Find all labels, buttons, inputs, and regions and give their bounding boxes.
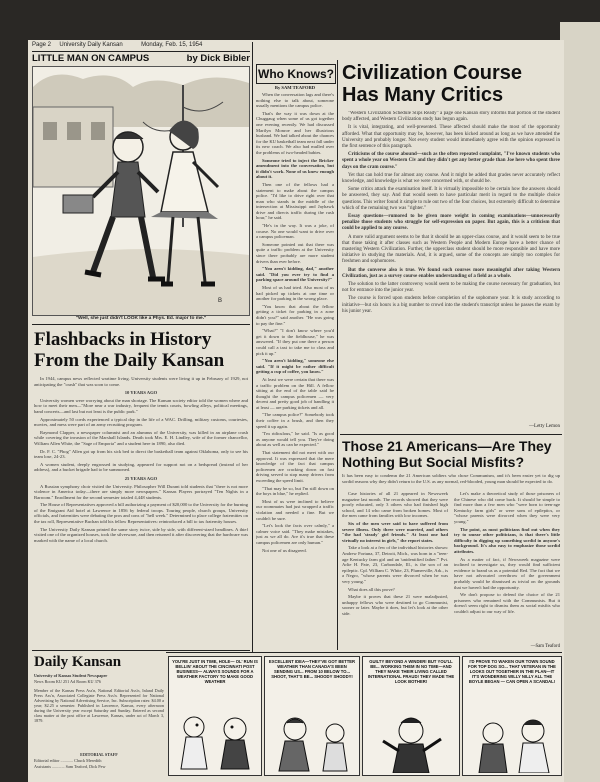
cartoon-title: LITTLE MAN ON CAMPUS xyxy=(32,53,150,64)
flashbacks-sub-25-years: 25 YEARS AGO xyxy=(124,475,158,481)
next-page-edge xyxy=(560,22,600,782)
cartoon-caption: "Well, she just didn't LOOK like a Phys. Ed. major to me." xyxy=(75,316,207,321)
cartoon-drawing xyxy=(32,66,250,316)
flashbacks-intro: In 1944, campus news reflected wartime living. University students were living it up in February of 1929, not anticipating the "crash" that was soon to come. xyxy=(34,376,248,387)
whoknows-paragraph: Someone pointed out that there was quite a traffic problem at the University since there probably are more student drivers than ever before. xyxy=(256,241,334,264)
whoknows-paragraph: Most of us had tried. Also most of us had picked up tickets at one time or another for parking in the wrong place. xyxy=(256,285,334,302)
masthead-sub: University of Kansas Student Newspaper xyxy=(34,673,108,678)
masthead-body: Member of the Kansas Press Ass'n, National Editorial Ass'n, Inland Daily Press Ass'n, Associated Collegiate Press Ass'n. Represented for National Advertising by National Advertising Service, Inc. Subscription rates: $4.00 a year; $2.25 a semester. Published in Lawrence, Kansas, every afternoon during the University year except Saturday and Sunday. Entered as second class matter at the post office at Lawrence, Kansas, under act of March 3, 1879. xyxy=(34,688,164,723)
twentyone-signature: —Sam Teaford xyxy=(530,644,560,649)
twentyone-paragraph: Maybe it proves that these 21 were maladjusted, unhappy fellows who were destined to go Communist, sooner or later. Maybe it does, but let's look at the other side. xyxy=(342,594,448,616)
whoknows-paragraph: "The campus police?" Somebody took their coffee in a brush, and then they speed it up again. xyxy=(256,412,334,429)
article-rule xyxy=(340,434,562,435)
flashbacks-paragraph: Dr. F. C. "Phog" Allen got up from his sick bed to direct the basketball team against Oklahoma, only to see his team lose, 24-23. xyxy=(34,448,248,460)
twentyone-headline: Those 21 Americans—Are They Nothing But Social Misfits? xyxy=(342,438,552,470)
civ-paragraph: "Western Civilization Schedule Slips Ready" a page one Kansan story informs that portion of the student body affected, and Western Civilization study has begun again. xyxy=(342,111,560,123)
whoknows-paragraph: That statement did not meet with our approval. It was expressed that the mere knowledge of the fact that campus policemen are cracking down on fast driving served to stop many drivers from exceeding the speed limit. xyxy=(256,450,334,483)
civ-paragraph: But the converse also is true. We found such courses more meaningful after taking Western Civilization, just as a survey course enables understanding of a field as a whole. xyxy=(342,267,560,279)
twentyone-paragraph: Take a look at a few of the individual histories shown: Andrew Fortuna, 37, Detroit, Mich., was born in a "teen-age Kentucky farm girl and an 'unidentified father.'" Pvt. Arlie H. Pate, 23, Carbondale, Ill., is the son of an epileptic. Cpl. William C. White, 23, Plumerville, Ark., is a Negro, "whose parents were divorced when he was very young." xyxy=(342,545,448,584)
whoknows-paragraph: When the conversation lags and there's nothing else to talk about, someone usually mentions the campus police. xyxy=(256,92,334,109)
twentyone-col-left xyxy=(342,491,448,651)
issue-date: Monday, Feb. 15, 1954 xyxy=(141,42,203,48)
comic-bubble: I'D PROVE TO WAKEN OUR TOWN SOUND FOR TOP DOG SO... THAT VETERAN IN THE LOOKS OUT TOGETHER IN THE PLAN—IT IT'S WONDERING WILLY NILLY ALL THE BOYLE BEGAN — CAN OPEN A SCANDAL! xyxy=(468,659,556,684)
twentyone-paragraph: As a matter of fact, if Newsweek magazine were inclined to investigate us, they would find sufficient evidence to brand us as a potential Red. The fact that we have not advocated overthrow of the government probably would be dismissed as trivial on the grounds that we haven't had the opportunity. xyxy=(454,556,560,590)
civ-paragraph: The solution to the latter controversy would seem to be making the course necessary for graduation, but not for entrance into the junior year. xyxy=(342,282,560,294)
staff-line: Editorial editor ............ Chuck Meredith xyxy=(34,758,102,763)
comic-panel-2 xyxy=(264,656,360,776)
flashbacks-paragraph: The House of Representatives approved a bill authorizing a payment of $20,000 to the University for the burning of the Emigrant Aid hotel at Lawrence in 1856 by federal troops. Touring people, church groups, University officials, and fraternities were debating the pros and cons of "hell week." Determined to place college fraternities on the tax roll, Representative Buchan told his fellow Representatives: reintroduced a bill to tax fraternity houses. xyxy=(34,502,248,525)
flashbacks-paragraph: University women were worrying about the man shortage. The Kansan society editor told the women where and how to meet their men—"More near a war industry, frequent the tennis courts, bowling alleys, political meetings, band concerts—and last but not least is the public park." xyxy=(34,397,248,414)
paper-name: University Daily Kansan xyxy=(59,42,123,48)
twentyone-lede: It has been easy to condemn the 21 American soldiers who chose Communism, and it's been easier yet to dig up sordid reasons why they didn't return to the U.S. as any normal, red-blooded, young man should be expected to do. xyxy=(342,473,560,484)
whoknows-paragraph: "What?" "I don't know where you'd get it down to the fieldhouse," he was answered. "If they put one there a person could call a taxi to take me to class and pick it up." xyxy=(256,328,334,356)
whoknows-paragraph: "He's in the way. It was a joke, of course. No one would want to drive over a campus policeman. xyxy=(256,223,334,240)
flashbacks-paragraph: A women student, deeply engrossed in studying, appeared for support not on a bedspread (instead of her address), and a bucket brigade had to be summoned. xyxy=(34,461,248,473)
whoknows-paragraph: Not one of us disagreed. xyxy=(262,547,307,553)
whoknows-paragraph: "I'm ridiculous," he said. "Is as good as anyone would tell you. They're doing about as well as can be expected." xyxy=(256,431,334,448)
whoknows-paragraph: "You aren't kidding," someone else said. "If it might be rather difficult getting a cup of coffee, you know." xyxy=(256,358,334,375)
whoknows-paragraph: "That may be so, but I'm still down on the boys in blue," he replied. xyxy=(256,485,334,497)
whoknows-paragraph: Then one of the fellows had a statement to make about the campus police. "I'd like to drive right over that man who stands in the middle of the intersection at Mississippi and Jayhawk drive and directs traffic during the rush hour," he said. xyxy=(256,181,334,221)
civ-article xyxy=(342,111,560,421)
newspaper-page xyxy=(28,40,564,782)
whoknows-paragraph: That's the way it was down at the Chuggaug when some of us got together one evening recently. We had discussed Marilyn Monroe and her illustrious husband. We had talked about the chances for the KU basketball team next fall under its new coach. We also had mulled over the problems of two-headed babies. xyxy=(256,110,334,155)
comic-figures xyxy=(169,707,261,773)
comic-figures xyxy=(463,711,561,773)
whoknows-paragraph: Someone tried to inject the Bricker amendment into the conversation, but it didn't work. None of us knew enough about it. xyxy=(256,157,334,180)
cartoon-title-bar xyxy=(32,54,250,64)
page-header xyxy=(32,42,252,48)
flashbacks-paragraph: A Russian symphony choir visited the University. Philosopher Will Durant told students that "there is not more violence in America today—there are simply more newspapers." Kansas Players portrayed "Ten Nights in a Barroom." Enrollment for the second semester totaled 4,448 students. xyxy=(34,483,248,500)
masthead-phones: News Room KU 251 Ad Room KU 376 xyxy=(34,679,101,684)
staff-title: EDITORIAL STAFF xyxy=(80,752,118,757)
twentyone-paragraph: We don't propose to defend the choice of the 21 prisoners who remained with the Communists. But it doesn't seem right to dismiss them as social misfits who couldn't adjust to our way of life. xyxy=(454,592,560,614)
masthead-rule xyxy=(32,650,250,651)
civ-paragraph: A more valid argument seems to be that it should be an upper-class course, and it would seem to be true that those taking it after classes such as Western People and Modern Europe have a better chance of mastering Western Civilization. Further, the upperclass student should be more responsible and have more initiative in studying the materials. And, it is argued, some of the concepts are simply too complex for freshmen and sophomores. xyxy=(342,234,560,265)
comic-bubble: YOU'RE JUST IN TIME, HOLE— OL' RUN IS BELLIN' ABOUT THE CINCINNATI POST BUSINESS— ALWAYS SOUNDS FOR A WEATHER FACTORY TO MAKE GOOD WEATHER xyxy=(172,659,258,684)
masthead-flag: Daily Kansan xyxy=(34,654,122,670)
civ-paragraph: Essay questions—rumored to be given more weight in coming examinations—unnecessarily penalize those students who struggle for self-expression on paper. But again, this is a criticism that could be applied to any course. xyxy=(342,214,560,232)
comic-bubble: EXCELLENT IDEA—THEY'VE GOT BETTER WEATHER THAN CANADA'S BEEN SENDING US... FROM 10 BELOW TO... SHOOT, THAT'S BE... SHOODY SHODDY! xyxy=(268,659,356,679)
svg-text:B: B xyxy=(218,298,223,304)
staff-line: Assistants ............ Sam Teaford, Dick Pew xyxy=(34,764,106,769)
twentyone-paragraph: What does all this prove? xyxy=(348,586,395,592)
flashbacks-headline: Flashbacks in History From the Daily Kansan xyxy=(34,329,225,371)
page-number: Page 2 xyxy=(32,42,52,48)
cartoon-rule xyxy=(32,324,250,325)
whoknows-paragraph: Most of us were inclined to believe our roommates had just wrapped a traffic violation and needed a fine. But we couldn't be sure. xyxy=(256,498,334,521)
civ-headline: Civilization Course Has Many Critics xyxy=(342,62,523,106)
flashbacks-paragraph: Approximately 50 coeds experienced a typical day in the life of a WAC. Drilling, military customs, courtesies, movies, and mess were part of an army recruiting program. xyxy=(34,416,248,428)
whoknows-byline: By SAM TEAFORD xyxy=(274,85,316,90)
whoknows-paragraph: At least we were certain that there was a traffic problem on the Hill. A fellow sitting at the end of the table said he thought the campus policemen — very decent and pretty good job of handling it at least — are parking tickets and all. xyxy=(256,376,334,410)
cartoon-byline: by Dick Bibler xyxy=(186,53,250,64)
whoknows-paragraph: "You know that about the fellow getting a ticket for parking in a zone didn't you?" said another. "He was going to pay the fine." xyxy=(256,303,334,326)
column-rule xyxy=(337,60,338,650)
civ-paragraph: Some critics attack the examination itself. It is virtually impossible to be certain how the answers should be answered, they say. And that would seem to have particular merit in regard to the multiple choice questions. This writer found it simple to rule out two of the four choices, but extremely difficult to determine which of the remaining two was "righter." xyxy=(342,187,560,211)
twentyone-paragraph: Let's make a theoretical study of those prisoners of the Chinese who did come back. It should be simple to find more than a few men who "were born to teen-age Kentucky farm girls" or were sons of epileptics, or "whose parents were divorced when they were very young." xyxy=(454,491,560,524)
twentyone-paragraph: Case histories of all 21 appeared in Newsweek magazine last month. The records showed that they were poorly educated, only 3 others who had finished high school, and 14 who came from broken homes. Most of the men came from families with low incomes. xyxy=(342,491,448,519)
comic-panel-4 xyxy=(462,656,562,776)
whoknows-paragraph: "Let's look the facts over calmly," a calmer voice said. "They make mistakes, just as we all do. Are it's true that these campus policemen are only human." xyxy=(256,523,334,545)
comic-bubble: GUILTY BEYOND A WINDER! BUT YOU'LL BE... WORKING THEM IN NO TIME—AND THEY MAKE THEIR LIVING CALLED INTERNATIONAL FRAUD! THEY MADE THE LOOK BOTHER! xyxy=(367,659,455,684)
civ-paragraph: Criticisms of the course abound—such as the often repeated complaint, "I've known students who spent a whole year on Western Civ and they didn't get any better grade than Joe here who spent three days on the cram course." xyxy=(342,152,560,170)
twentyone-col-right xyxy=(454,491,560,643)
flashbacks-article xyxy=(34,376,248,648)
whoknows-paragraph: "You aren't kidding, dad," another said. "Did you ever try to find a parking space around the University?" xyxy=(256,266,334,283)
flashbacks-paragraph: The University Daily Kansan printed the same story twice, side by side, with different-sized headlines. A thief visited one of the organized houses, took the silverware, and then returned it after discovering that the hardware was marked with the name of a local church. xyxy=(34,526,248,543)
civ-paragraph: The course is forced upon students before completion of the sophomore year. It is study according to initiative—but six hours is a big number to crowd into the student's transcript unless he passes the exam by his junior year. xyxy=(342,296,560,314)
flashbacks-sub-10-years: 10 YEARS AGO xyxy=(124,390,158,396)
comic-figures xyxy=(363,711,459,773)
whoknows-headline: Who Knows? xyxy=(256,64,336,84)
civ-paragraph: It is vital, integrating, and well-presented. These affected should make the most of the opportunity afforded. What that opportunity may be, however, has been kicked around as long as we have attended the University and probably longer. Not every student would immediately agree with the opinion expressed in the first sentence of this paragraph. xyxy=(342,125,560,150)
civ-signature: —Letty Lemon xyxy=(529,424,560,429)
cartoon-illustration xyxy=(33,67,249,315)
whoknows-article xyxy=(256,92,334,648)
header-rule xyxy=(32,51,250,52)
flashbacks-paragraph: Raymond Clapper, a newspaper columnist and an alumnus of the University, was killed in an airplane crash while covering the invasion of the Marshall Islands. Death took Mrs. E. H. Lindley, wife of the former chancellor, William Allen White, the "Sage of Emporia" and a student here in 1890, also died. xyxy=(34,429,248,446)
strip-rule xyxy=(166,652,562,653)
comic-panel-3 xyxy=(362,656,460,776)
twentyone-paragraph: Six of the men were said to have suffered from severe illness. Only three were married, and others "the had 'steady' girl friends." At least one had virtually no interest in girls," the report states. xyxy=(342,520,448,543)
comic-panel-1 xyxy=(168,656,262,776)
column-rule xyxy=(252,42,253,652)
twentyone-paragraph: The point, as most politicians find out when they try to smear other politicians, is that there's little difficulty in digging up something sordid in anyone's background. It's also easy to emphasize those sordid attributes. xyxy=(454,526,560,554)
comic-figures xyxy=(265,709,359,773)
civ-paragraph: Yet that can hold true for almost any course. And it might be added that grades never accurately reflect knowledge, and knowledge is what we were concerned with, or should be. xyxy=(342,172,560,185)
